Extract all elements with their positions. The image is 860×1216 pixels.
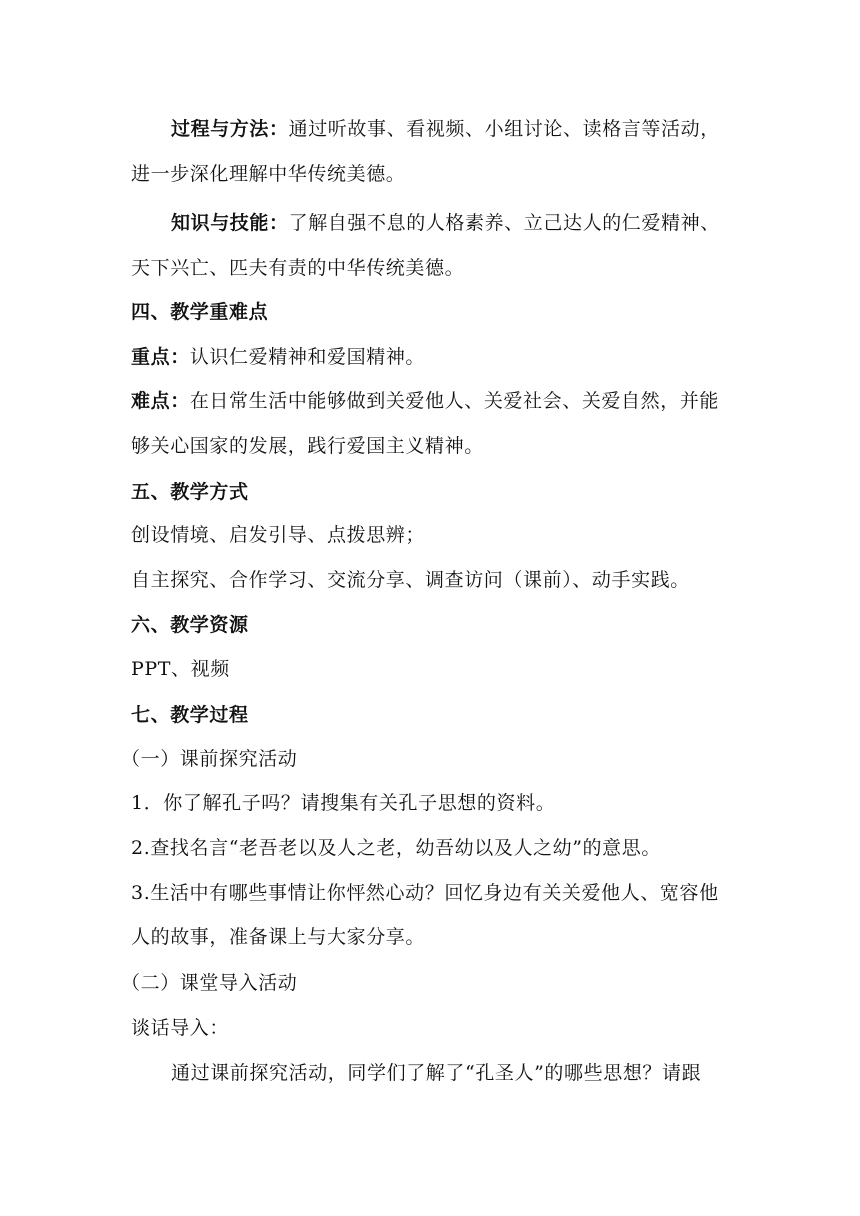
talk-intro-paragraph: 通过课前探究活动，同学们了解了“孔圣人”的哪些思想？请跟 [171, 1062, 702, 1084]
key-point-text: 认识仁爱精神和爱国精神。 [189, 346, 426, 368]
pre-class-item3-line1: 3.生活中有哪些事情让你怦然心动？回忆身边有关关爱他人、宽容他 [131, 882, 719, 904]
heading-resources: 六、教学资源 [131, 614, 249, 636]
key-point-label: 重点： [131, 346, 190, 368]
pre-class-item3-line2: 人的故事，准备课上与大家分享。 [131, 926, 426, 948]
knowledge-skill-text: 了解自强不息的人格素养、立己达人的仁爱精神、 [288, 212, 720, 234]
knowledge-skill-label: 知识与技能： [171, 212, 289, 234]
talk-intro-label: 谈话导入： [131, 1017, 230, 1039]
subheading-class-intro: （二）课堂导入活动 [121, 972, 298, 994]
difficult-point-text: 在日常生活中能够做到关爱他人、关爱社会、关爱自然，并能 [189, 390, 720, 412]
process-method-label: 过程与方法： [171, 118, 289, 140]
pre-class-item2: 2.查找名言“老吾老以及人之老，幼吾幼以及人之幼”的意思。 [131, 837, 661, 859]
process-method-line1 [171, 118, 751, 140]
key-point-line [131, 346, 751, 368]
subheading-pre-class: （一）课前探究活动 [121, 748, 298, 770]
difficult-point-line1 [131, 390, 751, 412]
heading-methods: 五、教学方式 [131, 481, 249, 503]
heading-key-difficult: 四、教学重难点 [131, 301, 269, 323]
methods-line2: 自主探究、合作学习、交流分享、调查访问（课前）、动手实践。 [131, 569, 690, 591]
methods-line1: 创设情境、启发引导、点拨思辨； [131, 524, 426, 546]
knowledge-skill-line1 [171, 212, 751, 234]
process-method-text: 通过听故事、看视频、小组讨论、读格言等活动， [288, 118, 720, 140]
resources-line1: PPT、视频 [131, 658, 230, 680]
knowledge-skill-line2: 天下兴亡、匹夫有责的中华传统美德。 [131, 257, 465, 279]
process-method-line2: 进一步深化理解中华传统美德。 [131, 163, 406, 185]
difficult-point-label: 难点： [131, 390, 190, 412]
pre-class-item1: 1．你了解孔子吗？请搜集有关孔子思想的资料。 [131, 792, 556, 814]
difficult-point-line2: 够关心国家的发展，践行爱国主义精神。 [131, 435, 484, 457]
heading-process: 七、教学过程 [131, 704, 249, 726]
